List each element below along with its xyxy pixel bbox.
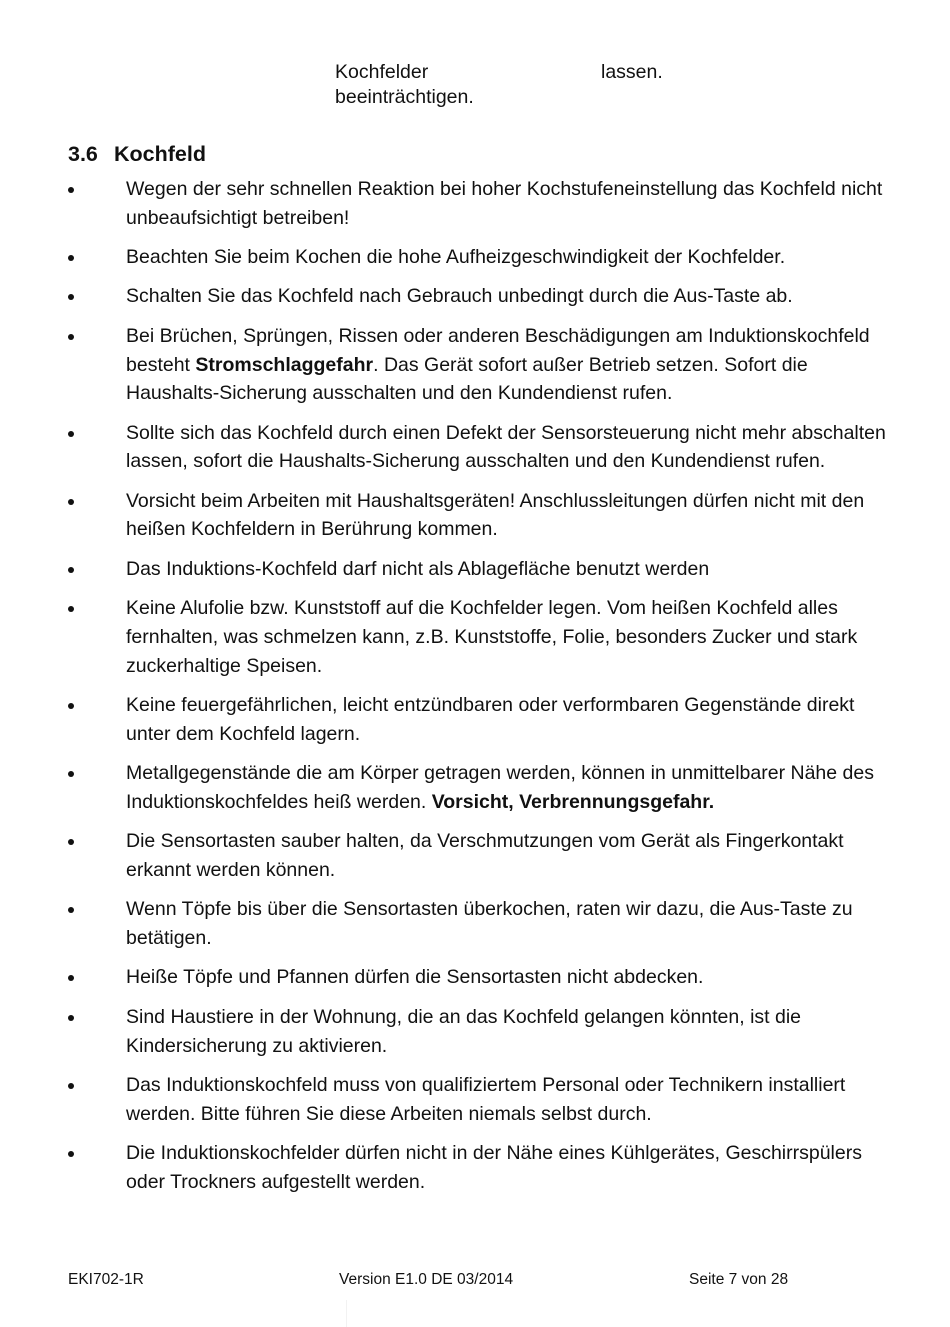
list-item [0,419,950,476]
list-item-text: Sind Haustiere in der Wohnung, die an das Kochfeld gelangen könnten, ist die Kindersicherung zu aktivieren. [126,1005,802,1057]
list-item [0,895,950,952]
bullet-icon [68,839,74,845]
list-item-emphasis: Stromschlaggefahr [195,353,374,376]
bullet-icon [68,771,74,777]
list-item [0,691,950,748]
section-number: 3.6 [68,142,98,166]
footer-version: Version E1.0 DE 03/2014 [339,1271,514,1288]
list-item-text: . Das Gerät sofort außer Betrieb setzen. Sofort die Haushalts-Sicherung ausschalten und den Kundendienst rufen. [126,353,808,405]
continuation-text-beeintraechtigen: beeinträchtigen. [335,86,474,108]
footer-model: EKI702-1R [68,1271,144,1288]
list-item-text: Die Sensortasten sauber halten, da Verschmutzungen vom Gerät als Fingerkontakt erkannt werden können. [126,830,844,881]
bullet-icon [68,334,74,340]
scan-artifact-line [346,1300,347,1327]
bullet-icon [68,1083,74,1089]
list-item-text: Vorsicht beim Arbeiten mit Haushaltsgeräten! Anschlussleitungen dürfen nicht mit den heißen Kochfeldern in Berührung kommen. [126,489,865,541]
list-item [0,487,950,544]
bullet-icon [68,1015,74,1021]
list-item-text: Beachten Sie beim Kochen die hohe Aufheizgeschwindigkeit der Kochfelder. [126,246,786,269]
continuation-text-lassen: lassen. [601,61,663,83]
list-item-text: Wegen der sehr schnellen Reaktion bei hoher Kochstufeneinstellung das Kochfeld nicht unbeaufsichtigt betreiben! [126,178,883,229]
list-item [0,282,950,311]
list-item-text: Sollte sich das Kochfeld durch einen Defekt der Sensorsteuerung nicht mehr abschalten lassen, sofort die Haushalts-Sicherung ausschalten und den Kundendienst rufen. [126,421,886,473]
list-item-emphasis: Vorsicht, Verbrennungsgefahr. [431,790,715,813]
bullet-icon [68,975,74,981]
list-item-text: Bei Brüchen, Sprüngen, Rissen oder anderen Beschädigungen am Induktionskochfeld besteht [126,324,870,376]
continuation-text-kochfelder: Kochfelder [335,61,429,83]
list-item-text: Die Induktionskochfelder dürfen nicht in der Nähe eines Kühlgerätes, Geschirrspülers oder Trockners aufgestellt werden. [126,1142,862,1193]
list-item-text: Metallgegenstände die am Körper getragen werden, können in unmittelbarer Nähe des Induktionskochfeldes heiß werden. [126,762,874,813]
list-item [0,1071,950,1128]
bullet-icon [68,703,74,709]
bullet-icon [68,255,74,261]
section-title: Kochfeld [114,142,206,166]
bullet-icon [68,606,74,612]
list-item-text: Heiße Töpfe und Pfannen dürfen die Sensortasten nicht abdecken. [126,966,704,989]
list-item-text: Keine Alufolie bzw. Kunststoff auf die Kochfelder legen. Vom heißen Kochfeld alles fernhalten, was schmelzen kann, z.B. Kunststoffe, Folie, besonders Zucker und stark zuckerhaltige Speisen. [126,597,858,677]
bullet-icon [68,1151,74,1157]
safety-bullet-list [0,175,950,1207]
list-item [0,594,950,680]
list-item [0,759,950,816]
list-item [0,1139,950,1196]
bullet-icon [68,567,74,573]
list-item-text: Wenn Töpfe bis über die Sensortasten überkochen, raten wir dazu, die Aus-Taste zu betätigen. [126,898,853,950]
footer-page-number: Seite 7 von 28 [689,1271,789,1288]
list-item [0,1003,950,1060]
list-item-text: Schalten Sie das Kochfeld nach Gebrauch unbedingt durch die Aus-Taste ab. [126,285,793,308]
list-item [0,243,950,272]
list-item-text: Das Induktions-Kochfeld darf nicht als Ablagefläche benutzt werden [126,557,710,580]
list-item [0,963,950,992]
section-heading [68,140,206,168]
list-item [0,827,950,884]
bullet-icon [68,431,74,437]
list-item [0,555,950,584]
bullet-icon [68,499,74,505]
list-item [0,175,950,232]
list-item [0,322,950,408]
bullet-icon [68,907,74,913]
list-item-text: Das Induktionskochfeld muss von qualifiziertem Personal oder Technikern installiert werden. Bitte führen Sie diese Arbeiten niemals selbst durch. [126,1073,846,1125]
bullet-icon [68,294,74,300]
bullet-icon [68,187,74,193]
list-item-text: Keine feuergefährlichen, leicht entzündbaren oder verformbaren Gegenstände direkt unter dem Kochfeld lagern. [126,694,855,745]
